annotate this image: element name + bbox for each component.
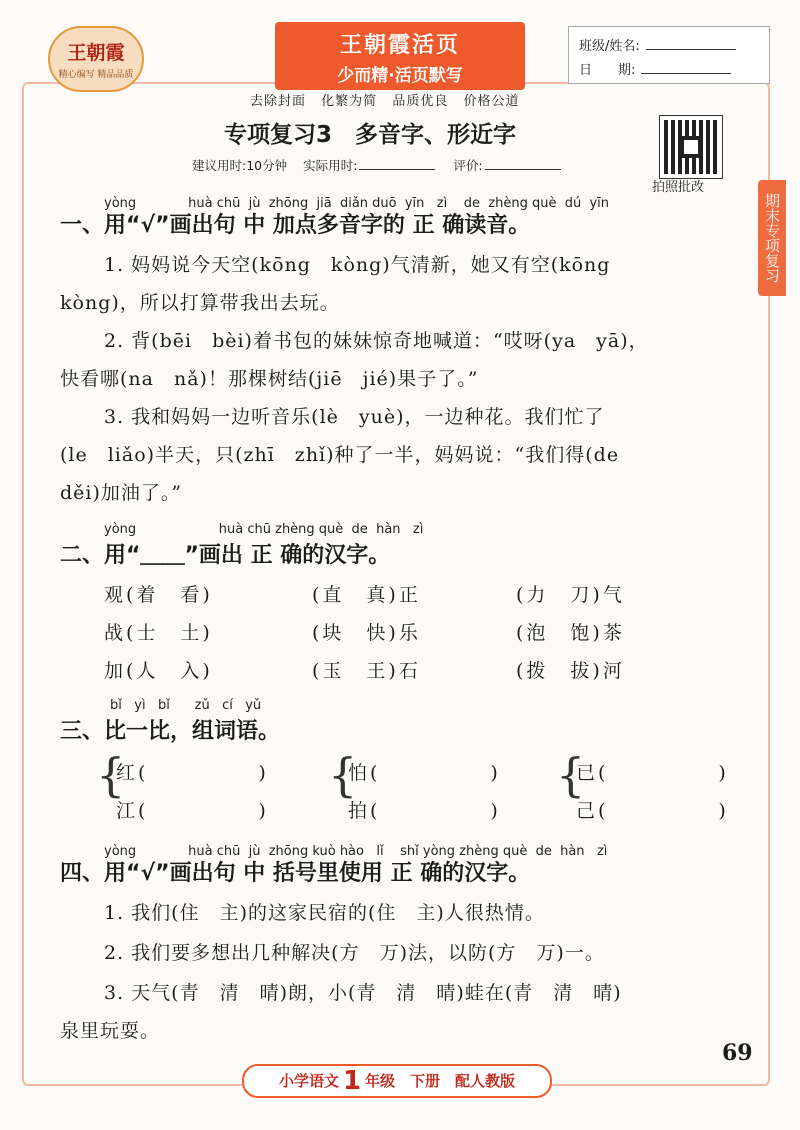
date-row (579, 59, 731, 78)
section3-pinyin: bǐ yì bǐ zǔ cí yǔ (110, 698, 262, 713)
s3-word-field[interactable]: 红( ) (116, 762, 269, 784)
s3-word-field[interactable]: 拍( ) (348, 800, 501, 822)
s2-item: (直 真)正 (312, 584, 421, 606)
s3-word-field[interactable]: 江( ) (116, 800, 269, 822)
s1-line-1: 1. 妈妈说今天空(kōng kòng)气清新，她又有空(kōng (104, 254, 611, 276)
s1-line-7: děi)加油了。” (60, 482, 183, 504)
slogan-item: 品质优良 (392, 94, 449, 109)
s1-line-3: 2. 背(bēi bèi)着书包的妹妹惊奇地喊道：“哎呀(ya yā)， (104, 330, 649, 352)
s2-item: (泡 饱)茶 (516, 622, 625, 644)
evaluation-label: 评价: (453, 158, 483, 173)
qr-label: 拍照批改 (652, 180, 705, 195)
s3-word-field[interactable]: 己( ) (576, 800, 729, 822)
footer-grade-info: 年级 下册 配人教版 (365, 1072, 516, 1090)
side-tab: 期末专项复习 (758, 180, 786, 296)
actual-time-label: 实际用时: (303, 158, 358, 173)
brand-title: 王朝霞活页 (339, 33, 460, 58)
slogan-item: 价格公道 (463, 94, 520, 109)
section1-pinyin: yòng huà chū jù zhōng jiā diǎn duō yīn zì de zhèng què dú yīn (104, 196, 610, 211)
s1-line-2: kòng)，所以打算带我出去玩。 (60, 292, 340, 314)
s1-line-6: (le liǎo)半天，只(zhī zhǐ)种了一半，妈妈说：“我们得(de (60, 444, 620, 466)
class-name-blank[interactable] (646, 37, 736, 50)
student-info-box (568, 26, 770, 84)
s2-item: 战(士 土) (104, 622, 213, 644)
section1-heading: 一、用“√”画出句 中 加点多音字的 正 确读音。 (60, 213, 531, 238)
qr-code-icon[interactable] (660, 116, 722, 178)
brand-banner (275, 22, 525, 90)
brand-logo (48, 26, 144, 92)
page-number: 69 (722, 1040, 753, 1066)
actual-time-blank[interactable] (359, 157, 435, 170)
suggested-time: 建议用时:10分钟 (192, 158, 288, 173)
section4-pinyin: yòng huà chū jù zhōng kuò hào lǐ shǐ yòng zhèng què de hàn zì (104, 844, 608, 859)
footer-subject: 小学语文 (278, 1072, 339, 1090)
class-name-label: 班级/姓名: (579, 39, 640, 54)
s1-line-5: 3. 我和妈妈一边听音乐(lè yuè)，一边种花。我们忙了 (104, 406, 605, 428)
date-blank[interactable] (641, 61, 731, 74)
s2-item: 加(人 入) (104, 660, 213, 682)
section4-heading: 四、用“√”画出句 中 括号里使用 正 确的汉字。 (60, 861, 531, 886)
s2-item: (拨 拔)河 (516, 660, 625, 682)
brace-glyph: { (96, 748, 126, 802)
slogan-item: 去除封面 (250, 94, 307, 109)
page-title: 专项复习3 多音字、形近字 (223, 122, 516, 148)
footer-badge (242, 1064, 552, 1098)
section3-heading: 三、比一比，组词语。 (60, 719, 281, 744)
s4-line-1: 1. 我们(住 主)的这家民宿的(住 主)人很热情。 (104, 902, 545, 924)
s4-line-2: 2. 我们要多想出几种解决(方 万)法，以防(方 万)一。 (104, 942, 605, 964)
s2-item: (力 刀)气 (516, 584, 625, 606)
slogan-row (250, 90, 529, 109)
brace-glyph: { (328, 748, 358, 802)
class-name-row (579, 35, 736, 54)
logo-subtext: 精心编写 精品品质 (58, 70, 134, 80)
slogan-item: 化繁为简 (321, 94, 378, 109)
brand-subtitle: 少而精·活页默写 (337, 66, 463, 86)
s2-item: (块 快)乐 (312, 622, 421, 644)
section2-pinyin: yòng huà chū zhèng què de hàn zì (104, 522, 424, 537)
time-row (192, 156, 575, 174)
s2-item: 观(着 看) (104, 584, 213, 606)
footer-grade-number: 1 (342, 1066, 362, 1096)
s3-word-field[interactable]: 怕( ) (348, 762, 501, 784)
section2-heading: 二、用“＿＿”画出 正 确的汉字。 (60, 543, 391, 568)
s4-line-3: 3. 天气(青 清 晴)朗，小(青 清 晴)蛙在(青 清 晴) (104, 982, 622, 1004)
s4-line-4: 泉里玩耍。 (60, 1020, 161, 1042)
s2-item: (玉 王)石 (312, 660, 421, 682)
evaluation-blank[interactable] (485, 157, 561, 170)
s3-word-field[interactable]: 已( ) (576, 762, 729, 784)
logo-text: 王朝霞 (67, 42, 125, 64)
brace-glyph: { (556, 748, 586, 802)
s1-line-4: 快看哪(na nǎ)！那棵树结(jiē jié)果子了。” (60, 368, 479, 390)
date-label: 日 期: (579, 63, 636, 78)
